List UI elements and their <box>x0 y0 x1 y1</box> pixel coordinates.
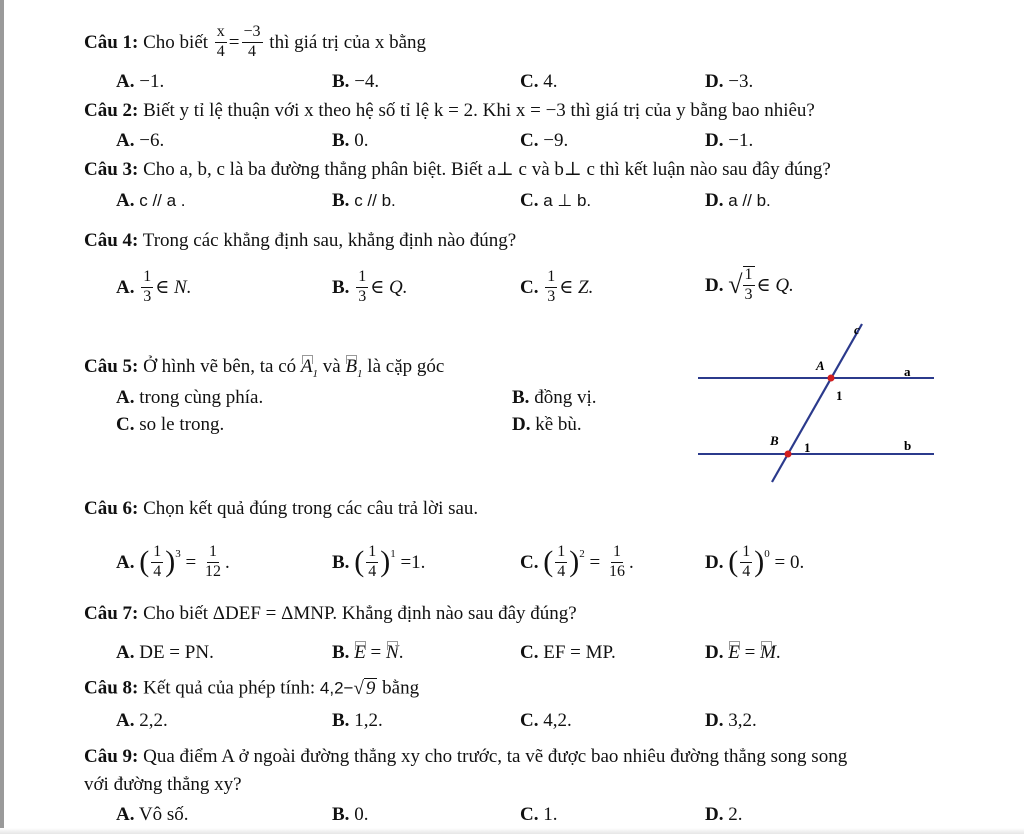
point-a <box>828 375 835 382</box>
q9-option-d[interactable]: D. 2. <box>705 804 743 825</box>
q8-label: Câu 8: <box>84 677 139 699</box>
q9-option-a[interactable]: A. Vô số. <box>116 804 189 825</box>
q3-option-d[interactable]: D. a // b. <box>705 190 771 211</box>
question-3 <box>84 160 831 179</box>
q2-option-d[interactable]: D. −1. <box>705 130 754 151</box>
label-c: c <box>854 322 860 337</box>
q7-option-c[interactable]: C. EF = MP. <box>520 642 616 663</box>
q4-text: Trong các khẳng định sau, khẳng định nào đúng? <box>142 230 517 251</box>
label-B: B <box>770 433 779 448</box>
label-1-bottom: 1 <box>804 440 811 455</box>
q6-option-d[interactable]: D. ( $\frac{1}{4}$ ) 0 = 0. <box>705 542 805 580</box>
q9-line-1: Qua điểm A ở ngoài đường thẳng xy cho trước, ta vẽ được bao nhiêu đường thẳng song song <box>143 746 848 767</box>
q9-line-2: với đường thẳng xy? <box>84 774 242 795</box>
q4-option-b[interactable]: B. $\frac{1}{3}$ ∈ Q. <box>332 267 408 305</box>
left-edge <box>0 0 4 834</box>
q2-option-b[interactable]: B. 0. <box>332 130 369 151</box>
q8-expr: 4,2− <box>319 678 354 698</box>
q3-option-a[interactable]: A. c // a . <box>116 190 186 211</box>
q9-label: Câu 9: <box>84 746 139 767</box>
q1-option-d[interactable]: D. −3. <box>705 71 754 92</box>
q9-option-b[interactable]: B. 0. <box>332 804 369 825</box>
line-c <box>772 324 862 482</box>
q4-label: Câu 4: <box>84 230 139 251</box>
q8-text: Kết quả của phép tính: <box>143 677 316 699</box>
q1-frac-1: $\frac{x}{4}$ <box>216 22 225 60</box>
question-9 <box>84 747 847 766</box>
q3-label: Câu 3: <box>84 159 139 180</box>
q1-option-a[interactable]: A. −1. <box>116 71 165 92</box>
q2-option-a[interactable]: A. −6. <box>116 130 165 151</box>
q8-option-c[interactable]: C. 4,2. <box>520 710 572 731</box>
q9-option-c[interactable]: C. 1. <box>520 804 558 825</box>
question-6 <box>84 499 478 518</box>
q6-label: Câu 6: <box>84 498 139 519</box>
q7-option-a[interactable]: A. DE = PN. <box>116 642 214 663</box>
label-A: A <box>816 358 825 373</box>
q4-option-c[interactable]: C. $\frac{1}{3}$ ∈ Z. <box>520 267 594 305</box>
q8-tail: bằng <box>382 677 420 699</box>
question-4 <box>84 231 516 250</box>
q6-text: Chọn kết quả đúng trong các câu trả lời sau. <box>143 498 479 519</box>
q1-frac-2: $\frac{-3}{4}$ <box>243 22 261 60</box>
angle-a1: $A_1$ <box>300 356 318 380</box>
q8-option-d[interactable]: D. 3,2. <box>705 710 757 731</box>
label-b: b <box>904 438 912 453</box>
q7-text: Cho biết ΔDEF = ΔMNP. Khẳng định nào sau đây đúng? <box>143 603 577 624</box>
q5-and: và <box>322 356 341 377</box>
question-2 <box>84 101 815 120</box>
q6-option-c[interactable]: C. ( $\frac{1}{4}$ ) 2 = $\frac{1}{16}$ . <box>520 542 634 580</box>
q1-eq: = <box>228 31 240 53</box>
label-1-top: 1 <box>836 388 843 403</box>
q5-option-a[interactable]: A. trong cùng phía. <box>116 387 264 408</box>
angle-b1: $B_1$ <box>345 356 363 380</box>
q1-tail: thì giá trị của x bằng <box>269 31 427 53</box>
question-5 <box>84 357 444 380</box>
q2-text: Biết y tỉ lệ thuận với x theo hệ số tỉ lệ k = 2. Khi x = −3 thì giá trị của y bằng bao nhiêu? <box>143 100 815 121</box>
q6-option-a[interactable]: A. ( $\frac{1}{4}$ ) 3 = $\frac{1}{12}$ . <box>116 542 230 580</box>
q5-text-b: là cặp góc <box>367 356 445 377</box>
q3-option-b[interactable]: B. c // b. <box>332 190 396 211</box>
question-7 <box>84 604 577 623</box>
q1-option-b[interactable]: B. −4. <box>332 71 380 92</box>
q3-option-c[interactable]: C. a ⊥ b. <box>520 190 592 211</box>
q1-option-c[interactable]: C. 4. <box>520 71 558 92</box>
q1-label: Câu 1: <box>84 31 139 53</box>
q1-stem: Cho biết <box>143 31 209 53</box>
q7-option-d[interactable]: D. E = M. <box>705 642 781 663</box>
q6-option-b[interactable]: B. ( $\frac{1}{4}$ ) 1 =1. <box>332 542 426 580</box>
q4-option-a[interactable]: A. $\frac{1}{3}$ ∈ N. <box>116 267 192 305</box>
label-a: a <box>904 364 911 379</box>
q5-option-d[interactable]: D. kề bù. <box>512 414 582 435</box>
q2-option-c[interactable]: C. −9. <box>520 130 569 151</box>
q7-label: Câu 7: <box>84 603 139 624</box>
q5-label: Câu 5: <box>84 356 139 377</box>
q2-label: Câu 2: <box>84 100 139 121</box>
q3-text: Cho a, b, c là ba đường thẳng phân biệt. Biết a⊥ c và b⊥ c thì kết luận nào sau đây đúng? <box>143 159 831 180</box>
question-8 <box>84 678 419 698</box>
q4-option-d[interactable]: D. √ $\frac{1}{3}$ ∈ Q. <box>705 266 794 303</box>
q5-option-c[interactable]: C. so le trong. <box>116 414 225 435</box>
q8-option-b[interactable]: B. 1,2. <box>332 710 383 731</box>
q7-option-b[interactable]: B. E = N. <box>332 642 404 663</box>
page-bottom-shadow <box>0 828 1024 834</box>
q5-option-b[interactable]: B. đồng vị. <box>512 387 597 408</box>
q8-option-a[interactable]: A. 2,2. <box>116 710 168 731</box>
q8-sqrt: √ 9 <box>353 677 376 699</box>
q5-figure <box>690 318 950 488</box>
q5-text-a: Ở hình vẽ bên, ta có <box>143 356 297 377</box>
point-b <box>785 451 792 458</box>
question-1 <box>84 22 426 62</box>
